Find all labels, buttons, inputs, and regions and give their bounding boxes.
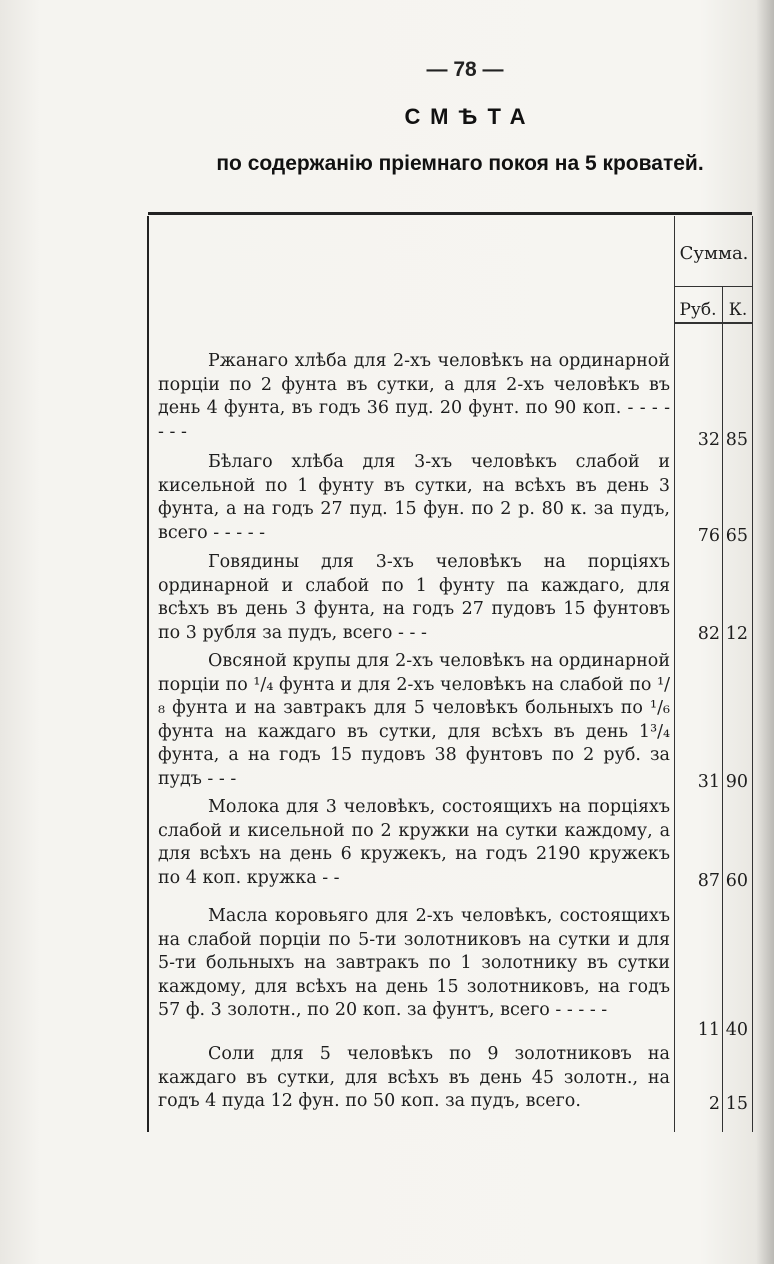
item-text: Бѣлаго хлѣба для 3-хъ человѣкъ слабой и кисельной по 1 фунту въ сутки, на всѣхъ въ день 3 фунта, а на годъ 27 пуд. 15 фун. по 2 р. 80 к. за пудъ, всего - - - - - <box>158 452 676 543</box>
item-amount-rubles: 11 <box>697 1020 720 1040</box>
item-amount-kopecks: 65 <box>725 526 748 546</box>
item-amount-rubles: 87 <box>697 871 720 891</box>
estimate-item <box>158 350 676 444</box>
item-amount-kopecks: 60 <box>725 871 748 891</box>
document-title: СМѢТА <box>404 104 536 129</box>
page-edge-shadow <box>756 0 774 1264</box>
column-divider-kopecks <box>722 286 723 1132</box>
item-amount-rubles: 32 <box>697 430 720 450</box>
estimate-item <box>158 650 676 791</box>
item-amount-rubles: 31 <box>697 772 720 792</box>
header-bottom-rule <box>674 322 752 324</box>
table-top-rule <box>148 212 752 215</box>
item-text: Масла коровьяго для 2-хъ человѣкъ, состоящихъ на слабой порціи по 5-ти золотниковъ на сутки и для 5-ти больныхъ на завтракъ по 1 золотнику въ сутки каждому, для всѣхъ на день 15 золотниковъ, на годъ 57 ф. 3 золотн., по 20 коп. за фунтъ, всего - - - - - <box>158 906 676 1020</box>
item-text: Овсяной крупы для 2-хъ человѣкъ на ординарной порціи по ¹/₄ фунта и для 2-хъ человѣкъ на слабой по ¹/₈ фунта и на завтракъ для 5 человѣкъ больныхъ по ¹/₆ фунта на каждаго въ сутки, для всѣхъ въ день 1³/₄ фунта, а на годъ 15 пудовъ 38 фунтовъ по 2 руб. за пудъ - - - <box>158 651 676 789</box>
item-amount-kopecks: 12 <box>725 624 748 644</box>
item-text: Соли для 5 человѣкъ по 9 золотниковъ на каждаго въ сутки, для всѣхъ въ день 45 золотн., на годъ 4 пуда 12 фун. по 50 коп. за пудъ, всего. <box>158 1044 676 1111</box>
sum-column-header: Сумма. <box>679 243 749 264</box>
item-text: Молока для 3 человѣкъ, состоящихъ на порціяхъ слабой и кисельной по 2 кружки на сутки каждому, а для всѣхъ на день 6 кружекъ, на годъ 2190 кружекъ по 4 коп. кружка - - <box>158 797 676 888</box>
estimate-item <box>158 796 676 890</box>
kopecks-column-header: К. <box>728 300 748 320</box>
document-subtitle: по содержанію пріемнаго покоя на 5 кроватей. <box>216 152 704 175</box>
page-number: — 78 — <box>426 58 504 81</box>
item-amount-rubles: 82 <box>697 624 720 644</box>
item-amount-rubles: 76 <box>697 526 720 546</box>
item-amount-kopecks: 85 <box>725 430 748 450</box>
item-amount-kopecks: 90 <box>725 772 748 792</box>
table-right-border <box>752 216 753 1132</box>
estimate-item <box>158 1043 676 1114</box>
item-text: Говядины для 3-хъ человѣкъ на порціяхъ ординарной и слабой по 1 фунту па каждаго, для всѣхъ въ день 3 фунта, на годъ 27 пудовъ 15 фунтовъ по 3 рубля за пудъ, всего - - - <box>158 552 676 643</box>
item-amount-kopecks: 15 <box>725 1094 748 1114</box>
item-amount-kopecks: 40 <box>725 1020 748 1040</box>
estimate-item <box>158 551 676 645</box>
estimate-item <box>158 451 676 545</box>
item-text: Ржанаго хлѣба для 2-хъ человѣкъ на ординарной порціи по 2 фунта въ сутки, а для 2-хъ человѣкъ въ день 4 фунта, въ годъ 36 пуд. 20 фунт. по 90 коп. - - - - - - - <box>158 351 676 442</box>
item-amount-rubles: 2 <box>708 1094 720 1114</box>
estimate-item <box>158 905 676 1023</box>
header-divider <box>674 286 752 287</box>
rubles-column-header: Руб. <box>679 300 717 320</box>
